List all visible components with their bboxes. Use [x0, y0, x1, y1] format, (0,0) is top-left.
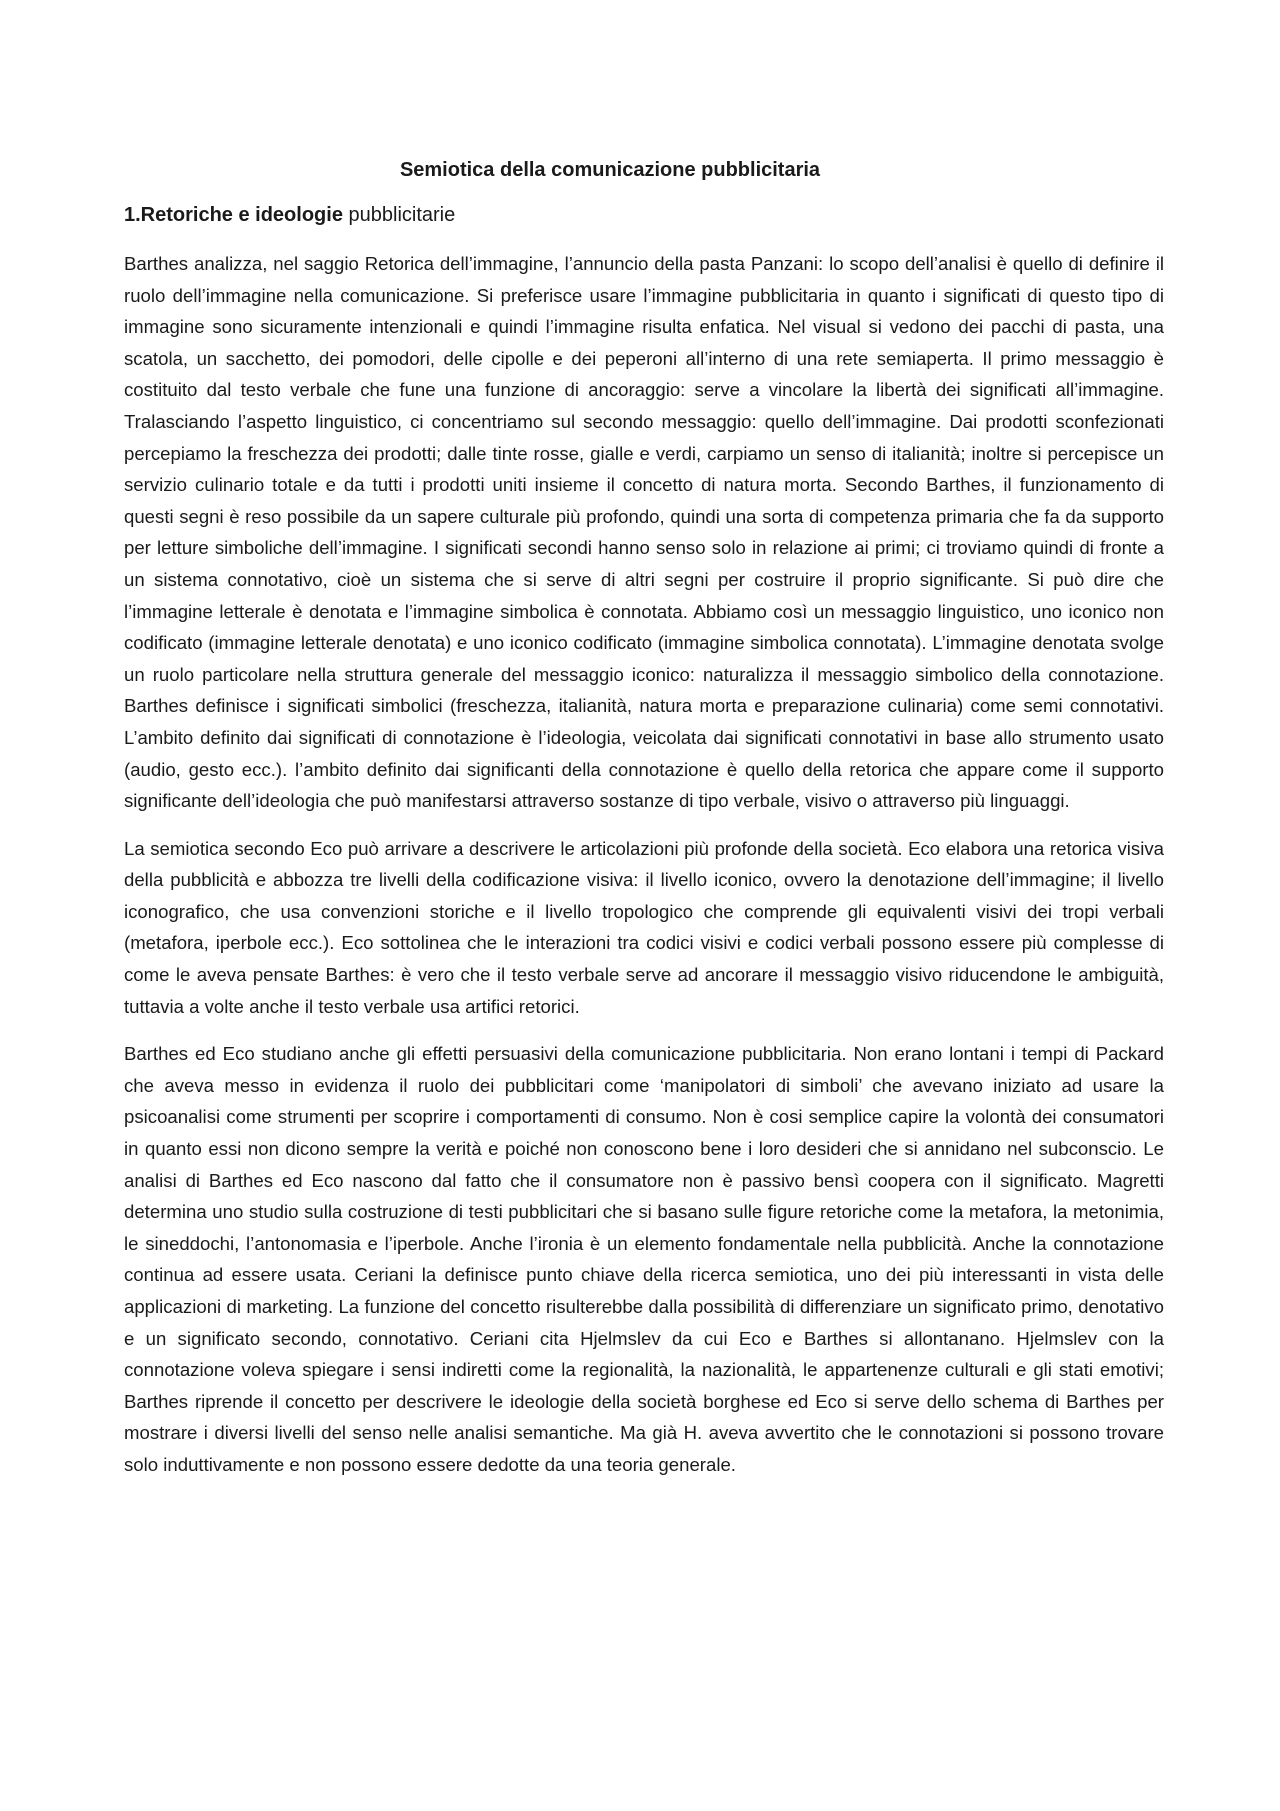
- paragraph-effetti-persuasivi: Barthes ed Eco studiano anche gli effetti persuasivi della comunicazione pubblicitaria. Non erano lontani i tempi di Packard che aveva messo in evidenza il ruolo dei pubblicitari come ‘manipolatori di simboli’ che avevano iniziato ad usare la psicoanalisi come strumenti per scoprire i comportamenti di consumo. Non è cosi semplice capire la volontà dei consumatori in quanto essi non dicono sempre la verità e poiché non conoscono bene i loro desideri che si annidano nel subconscio. Le analisi di Barthes ed Eco nascono dal fatto che il consumatore non è passivo bensì coopera con il significato. Magretti determina uno studio sulla costruzione di testi pubblicitari che si basano sulle figure retoriche come la metafora, la metonimia, le sineddochi, l’antonomasia e l’iperbole. Anche l’ironia è un elemento fondamentale nella pubblicità. Anche la connotazione continua ad essere usata. Ceriani la definisce punto chiave della ricerca semiotica, uno dei più interessanti in vista delle applicazioni di marketing. La funzione del concetto risulterebbe dalla possibilità di differenziare un significato primo, denotativo e un significato secondo, connotativo. Ceriani cita Hjelmslev da cui Eco e Barthes si allontanano. Hjelmslev con la connotazione voleva spiegare i sensi indiretti come la regionalità, la nazionalità, le appartenenze culturali e gli stati emotivi; Barthes riprende il concetto per descrivere le ideologie della società borghese ed Eco si serve dello schema di Barthes per mostrare i diversi livelli del senso nelle analisi semantiche. Ma già H. aveva avvertito che le connotazioni si possono trovare solo induttivamente e non possono essere dedotte da una teoria generale.: [124, 1043, 1164, 1475]
- section-heading-number-and-title: 1.Retoriche e ideologie: [124, 204, 343, 226]
- section-heading: [124, 201, 455, 229]
- paragraph-barthes-panzani: Barthes analizza, nel saggio Retorica dell’immagine, l’annuncio della pasta Panzani: lo scopo dell’analisi è quello di definire il ruolo dell’immagine nella comunicazione. Si preferisce usare l’immagine pubblicitaria in quanto i significati di questo tipo di immagine sono sicuramente intenzionali e quindi l’immagine risulta enfatica. Nel visual si vedono dei pacchi di pasta, una scatola, un sacchetto, dei pomodori, delle cipolle e dei peperoni all’interno di una rete semiaperta. Il primo messaggio è costituito dal testo verbale che fune una funzione di ancoraggio: serve a vincolare la libertà dei significati all’immagine. Tralasciando l’aspetto linguistico, ci concentriamo sul secondo messaggio: quello dell’immagine. Dai prodotti sconfezionati percepiamo la freschezza dei prodotti; dalle tinte rosse, gialle e verdi, carpiamo un senso di italianità; inoltre si percepisce un servizio culinario totale e da tutti i prodotti uniti insieme il concetto di natura morta. Secondo Barthes, il funzionamento di questi segni è reso possibile da un sapere culturale più profondo, quindi una sorta di competenza primaria che fa da supporto per letture simboliche dell’immagine. I significati secondi hanno senso solo in relazione ai primi; ci troviamo quindi di fronte a un sistema connotativo, cioè un sistema che si serve di altri segni per costruire il proprio significante. Si può dire che l’immagine letterale è denotata e l’immagine simbolica è connotata. Abbiamo così un messaggio linguistico, uno iconico non codificato (immagine letterale denotata) e uno iconico codificato (immagine simbolica connotata). L’immagine denotata svolge un ruolo particolare nella struttura generale del messaggio iconico: naturalizza il messaggio simbolico della connotazione. Barthes definisce i significati simbolici (freschezza, italianità, natura morta e preparazione culinaria) come semi connotativi. L’ambito definito dai significati di connotazione è l’ideologia, veicolata dai significati connotativi in base allo strumento usato (audio, gesto ecc.). l’ambito definito dai significanti della connotazione è quello della retorica che appare come il supporto significante dell’ideologia che può manifestarsi attraverso sostanze di tipo verbale, visivo o attraverso più linguaggi.: [124, 253, 1164, 812]
- paragraph-eco-retorica-visiva: La semiotica secondo Eco può arrivare a descrivere le articolazioni più profonde della società. Eco elabora una retorica visiva della pubblicità e abbozza tre livelli della codificazione visiva: il livello iconico, ovvero la denotazione dell’immagine; il livello iconografico, che usa convenzioni storiche e il livello tropologico che comprende gli equivalenti visivi dei tropi verbali (metafora, iperbole ecc.). Eco sottolinea che le interazioni tra codici visivi e codici verbali possono essere più complesse di come le aveva pensate Barthes: è vero che il testo verbale serve ad ancorare il messaggio visivo riducendone le ambiguità, tuttavia a volte anche il testo verbale usa artifici retorici.: [124, 837, 1164, 1017]
- section-heading-continuation: pubblicitarie: [342, 204, 456, 226]
- document-body: [124, 248, 1164, 1497]
- document-title: Semiotica della comunicazione pubblicitaria: [399, 159, 821, 181]
